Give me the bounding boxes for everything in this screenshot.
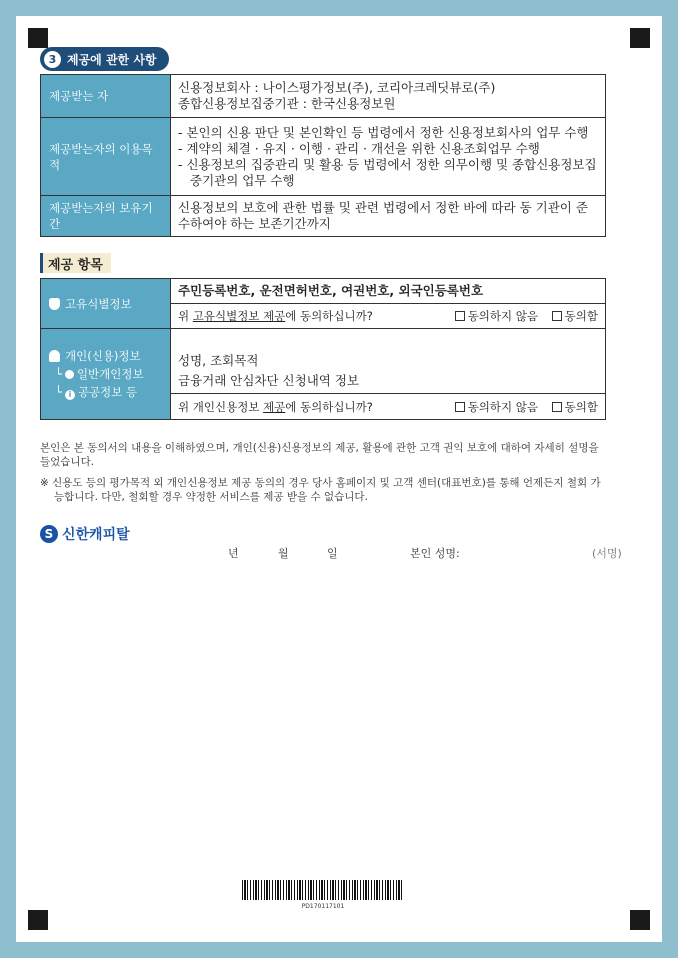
row-value [171,118,606,196]
row-label [41,279,171,329]
label-text: 고유식별정보 [65,296,132,311]
row-label: 개인(신용)정보 └ 일반개인정보 └ i 공공정보 등 [41,329,171,420]
agree-checkbox[interactable] [552,402,562,412]
provision-table [40,74,606,237]
disagree-label: 동의하지 않음 [467,399,539,414]
section-number: 3 [44,51,61,68]
table-row [41,279,606,304]
company-logo [40,524,130,544]
items-table [40,278,606,420]
year-label: 년 [228,547,239,560]
logo-icon: S [40,525,58,543]
row-value [171,75,606,118]
registration-mark [28,28,48,48]
value-line: - 신용정보의 집중관리 및 활용 등 법령에서 정한 의무이행 및 종합신용정보집중기관의 업무 수행 [178,156,597,188]
logo-text: 신한캐피탈 [62,527,130,543]
row-label: 제공받는 자 [41,75,171,118]
person-icon [49,350,60,362]
disagree-checkbox[interactable] [455,311,465,321]
row-label: 제공받는자의 이용목적 [41,118,171,196]
signature-placeholder: (서명) [592,547,622,560]
agree-checkbox[interactable] [552,311,562,321]
agree-label: 동의함 [564,399,598,414]
table-row [41,118,606,196]
section-header [40,47,169,71]
value-line: 신용정보의 보호에 관한 법률 및 관련 법령에서 정한 바에 따라 동 기관이 준수하여야 하는 보존기간까지 [178,200,588,231]
disagree-label: 동의하지 않음 [467,309,539,323]
items-heading: 제공 항목 [40,253,111,273]
name-label: 본인 성명: [410,547,460,560]
value-line: 성명, 조회목적 [178,353,259,368]
consent-note: 본인은 본 동의서의 내용을 이해하였으며, 개인(신용)신용정보의 제공, 활용에 관한 고객 권익 보호에 대하여 자세히 설명을 들었습니다. [40,442,599,468]
month-label: 월 [278,547,289,560]
consent-row [171,304,606,329]
consent-row [171,394,606,420]
shield-icon [49,298,60,310]
registration-mark [28,910,48,930]
value-line: 종합신용정보집중기관 : 한국신용정보원 [178,96,396,111]
day-label: 일 [327,547,338,560]
value-line: 신용정보회사 : 나이스평가정보(주), 코리아크레딧뷰로(주) [178,80,496,95]
info-icon: i [65,390,75,400]
row-value: 주민등록번호, 운전면허번호, 여권번호, 외국인등록번호 [171,279,606,304]
table-row [41,329,606,394]
disagree-checkbox[interactable] [455,402,465,412]
registration-mark [630,28,650,48]
row-value [171,196,606,237]
consent-question: 위 개인신용정보 제공에 동의하십니까? [178,399,373,414]
value-line: 금융거래 안심차단 신청내역 정보 [178,373,359,388]
value-line: - 본인의 신용 판단 및 본인확인 등 법령에서 정한 신용정보회사의 업무 수행 [178,124,589,140]
bullet-icon [65,370,74,379]
table-row [41,75,606,118]
row-label: 제공받는자의 보유기간 [41,196,171,237]
agree-label: 동의함 [564,309,598,323]
section-title: 제공에 관한 사항 [67,52,157,67]
barcode [242,880,404,900]
consent-question: 위 고유식별정보 제공에 동의하십니까? [178,309,373,323]
withdrawal-note: ※ 신용도 등의 평가목적 외 개인신용정보 제공 동의의 경우 당사 홈페이지 및 고객 센터(대표번호)를 통해 언제든지 철회 가능합니다. 다만, 철회할 경우 약정한 서비스를 제공 받을 수 없습니다. [40,477,601,503]
barcode-number: PD170117101 [301,903,345,910]
registration-mark [630,910,650,930]
table-row [41,196,606,237]
row-value [171,329,606,394]
value-line: - 계약의 체결 · 유지 · 이행 · 관리 · 개선을 위한 신용조회업무 수행 [178,140,540,156]
